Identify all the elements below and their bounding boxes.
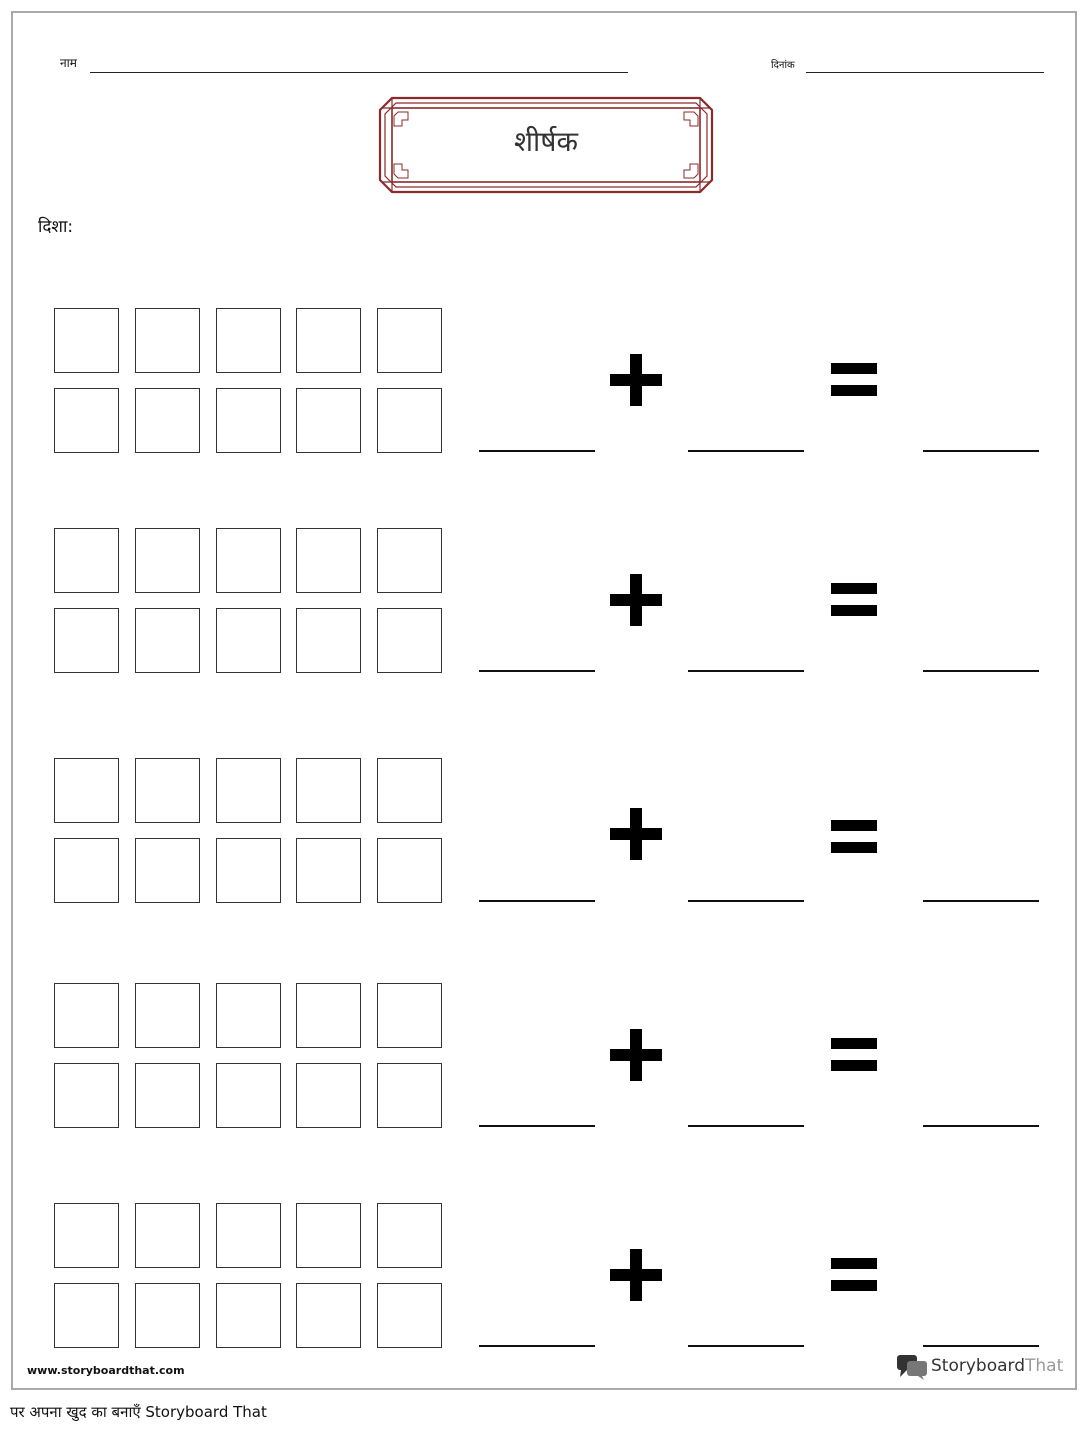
ten-frame-box[interactable]	[216, 983, 281, 1048]
ten-frame-box[interactable]	[54, 608, 119, 673]
ten-frame-box[interactable]	[54, 1063, 119, 1128]
equals-sign-icon	[831, 820, 877, 854]
ten-frame-box[interactable]	[54, 1283, 119, 1348]
ten-frame-box[interactable]	[377, 838, 442, 903]
ten-frame-box[interactable]	[296, 388, 361, 453]
plus-sign-icon	[610, 574, 662, 626]
ten-frame-box[interactable]	[296, 1203, 361, 1268]
addend-blank[interactable]	[688, 670, 804, 672]
ten-frame-box[interactable]	[135, 983, 200, 1048]
answer-blank[interactable]	[923, 450, 1039, 452]
equals-sign-icon	[831, 583, 877, 617]
addend-blank[interactable]	[479, 450, 595, 452]
ten-frame-box[interactable]	[377, 528, 442, 593]
date-line[interactable]	[806, 72, 1044, 73]
plus-sign-icon	[610, 1249, 662, 1301]
ten-frame-box[interactable]	[54, 838, 119, 903]
plus-sign-icon	[610, 354, 662, 406]
ten-frame-box[interactable]	[135, 608, 200, 673]
speech-bubbles-icon	[896, 1354, 928, 1380]
ten-frame-box[interactable]	[377, 983, 442, 1048]
equals-sign-icon	[831, 1258, 877, 1292]
brand-light: That	[1025, 1356, 1064, 1376]
ten-frame-box[interactable]	[54, 1203, 119, 1268]
ten-frame-box[interactable]	[216, 388, 281, 453]
equals-sign-icon	[831, 1038, 877, 1072]
addend-blank[interactable]	[688, 1345, 804, 1347]
ten-frame-box[interactable]	[296, 758, 361, 823]
addend-blank[interactable]	[479, 1125, 595, 1127]
addend-blank[interactable]	[688, 900, 804, 902]
ten-frame-box[interactable]	[296, 608, 361, 673]
ten-frame-box[interactable]	[216, 528, 281, 593]
name-label: नाम	[60, 56, 77, 70]
ten-frame-box[interactable]	[377, 388, 442, 453]
ten-frame-box[interactable]	[135, 758, 200, 823]
page-caption: पर अपना खुद का बनाएँ Storyboard That	[10, 1403, 267, 1421]
ten-frame-box[interactable]	[135, 388, 200, 453]
problem-row	[0, 758, 1091, 908]
problem-row	[0, 983, 1091, 1133]
ten-frame-box[interactable]	[377, 308, 442, 373]
addend-blank[interactable]	[479, 1345, 595, 1347]
ten-frame-box[interactable]	[135, 1063, 200, 1128]
name-line[interactable]	[90, 72, 628, 73]
ten-frame-box[interactable]	[216, 758, 281, 823]
brand-main: Storyboard	[931, 1356, 1025, 1376]
ten-frame-box[interactable]	[216, 1283, 281, 1348]
ten-frame-box[interactable]	[216, 838, 281, 903]
ten-frame-box[interactable]	[296, 528, 361, 593]
ten-frame-box[interactable]	[377, 758, 442, 823]
addend-blank[interactable]	[479, 670, 595, 672]
answer-blank[interactable]	[923, 1345, 1039, 1347]
plus-sign-icon	[610, 1029, 662, 1081]
worksheet-title[interactable]: शीर्षक	[514, 125, 578, 158]
ten-frame-box[interactable]	[216, 608, 281, 673]
ten-frame-box[interactable]	[135, 838, 200, 903]
ten-frame-box[interactable]	[135, 528, 200, 593]
addend-blank[interactable]	[688, 450, 804, 452]
answer-blank[interactable]	[923, 1125, 1039, 1127]
ten-frame-box[interactable]	[296, 838, 361, 903]
ten-frame-box[interactable]	[54, 308, 119, 373]
ten-frame-box[interactable]	[54, 983, 119, 1048]
ten-frame-box[interactable]	[296, 1063, 361, 1128]
ten-frame-box[interactable]	[54, 388, 119, 453]
ten-frame-box[interactable]	[135, 308, 200, 373]
ten-frame-box[interactable]	[296, 983, 361, 1048]
ten-frame-box[interactable]	[377, 1203, 442, 1268]
addend-blank[interactable]	[479, 900, 595, 902]
problem-row	[0, 308, 1091, 458]
ten-frame-box[interactable]	[216, 308, 281, 373]
ten-frame-box[interactable]	[54, 528, 119, 593]
ten-frame-box[interactable]	[54, 758, 119, 823]
plus-sign-icon	[610, 808, 662, 860]
ten-frame-box[interactable]	[377, 608, 442, 673]
answer-blank[interactable]	[923, 900, 1039, 902]
storyboardthat-logo	[896, 1353, 1066, 1381]
ten-frame-box[interactable]	[135, 1283, 200, 1348]
ten-frame-box[interactable]	[377, 1283, 442, 1348]
ten-frame-box[interactable]	[296, 308, 361, 373]
ten-frame-box[interactable]	[216, 1203, 281, 1268]
answer-blank[interactable]	[923, 670, 1039, 672]
date-label: दिनांक	[771, 60, 795, 71]
directions-label[interactable]: दिशा:	[38, 217, 74, 237]
addend-blank[interactable]	[688, 1125, 804, 1127]
problem-row	[0, 528, 1091, 678]
worksheet-page	[11, 11, 1077, 1390]
ten-frame-box[interactable]	[216, 1063, 281, 1128]
equals-sign-icon	[831, 363, 877, 397]
ten-frame-box[interactable]	[377, 1063, 442, 1128]
ten-frame-box[interactable]	[296, 1283, 361, 1348]
ten-frame-box[interactable]	[135, 1203, 200, 1268]
footer-url: www.storyboardthat.com	[27, 1364, 185, 1377]
problem-row	[0, 1203, 1091, 1353]
